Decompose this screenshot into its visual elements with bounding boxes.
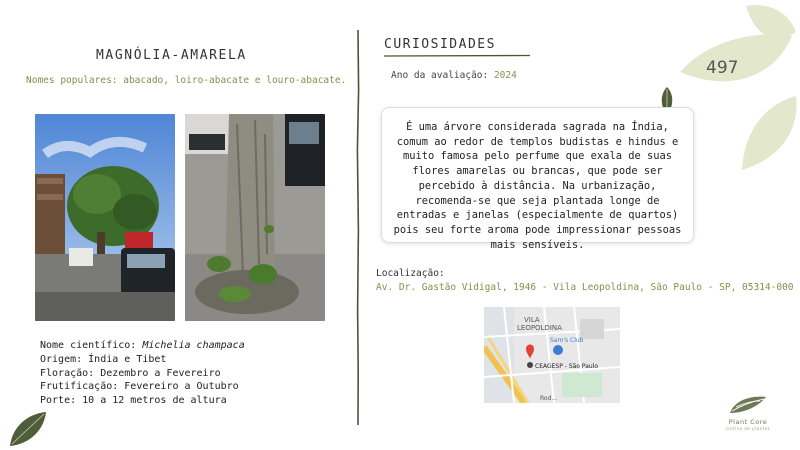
location-map[interactable] xyxy=(484,307,620,403)
curiosity-box: É uma árvore considerada sagrada na Índia, comum ao redor de templos budistas e hindus e muito famosa pelo perfume que exala de suas flores amarelas ou brancas, que pode ser percebido à distância. Na urbanização, recomenda-se que seja plantada longe de entradas e janelas (especialmente de quartos) pois seu forte aroma pode impressionar pessoas mais sensíveis. xyxy=(381,107,694,243)
flowering-line: Floração: Dezembro a Fevereiro xyxy=(40,367,221,379)
evaluation-year-value: 2024 xyxy=(493,70,517,81)
scientific-name-line xyxy=(40,339,245,353)
sams-club-icon xyxy=(553,345,563,355)
map-district-line1: VILA xyxy=(524,316,540,324)
evaluation-year xyxy=(391,70,517,81)
vertical-divider xyxy=(355,30,361,425)
plant-facts xyxy=(40,339,245,408)
title-underline xyxy=(384,54,530,58)
brand-name: Plant Core xyxy=(728,418,768,426)
location-label: Localização: xyxy=(376,268,445,279)
plant-title: MAGNÓLIA-AMARELA xyxy=(96,48,247,63)
brand-logo-text xyxy=(721,418,775,431)
dark-leaf-bottom-left-icon xyxy=(8,408,48,448)
popular-names: Nomes populares: abacado, loiro-abacate e louro-abacate. xyxy=(26,75,347,86)
map-road-label: Rod... xyxy=(540,395,558,402)
map-poi-sams: Sam's Club xyxy=(550,337,584,344)
map-district-line2: LEOPOLDINA xyxy=(517,324,562,332)
location-address[interactable]: Av. Dr. Gastão Vidigal, 1946 - Vila Leopoldina, São Paulo - SP, 05314-000 xyxy=(376,282,794,293)
tree-street-photo xyxy=(35,114,175,321)
leaf-shape xyxy=(742,96,797,170)
brand-tagline: cultivo de plantas xyxy=(725,426,771,431)
size-line: Porte: 10 a 12 metros de altura xyxy=(40,395,227,407)
plant-number-badge: 497 xyxy=(706,58,739,78)
plant-core-logo-icon xyxy=(728,393,768,415)
fruiting-line: Frutificação: Fevereiro a Outubro xyxy=(40,381,239,393)
leaf-shape xyxy=(746,5,796,38)
scientific-name-label: Nome científico: xyxy=(40,340,143,351)
curiosities-title: CURIOSIDADES xyxy=(384,37,496,52)
scientific-name-value: Michelia champaca xyxy=(142,340,245,351)
trunk-photo xyxy=(185,114,325,321)
evaluation-label: Ano da avaliação: xyxy=(391,70,494,81)
map-poi-ceagesp: CEAGESP - São Paulo xyxy=(535,363,599,370)
ceagesp-icon xyxy=(527,362,533,368)
origin-line: Origem: Índia e Tibet xyxy=(40,353,167,365)
